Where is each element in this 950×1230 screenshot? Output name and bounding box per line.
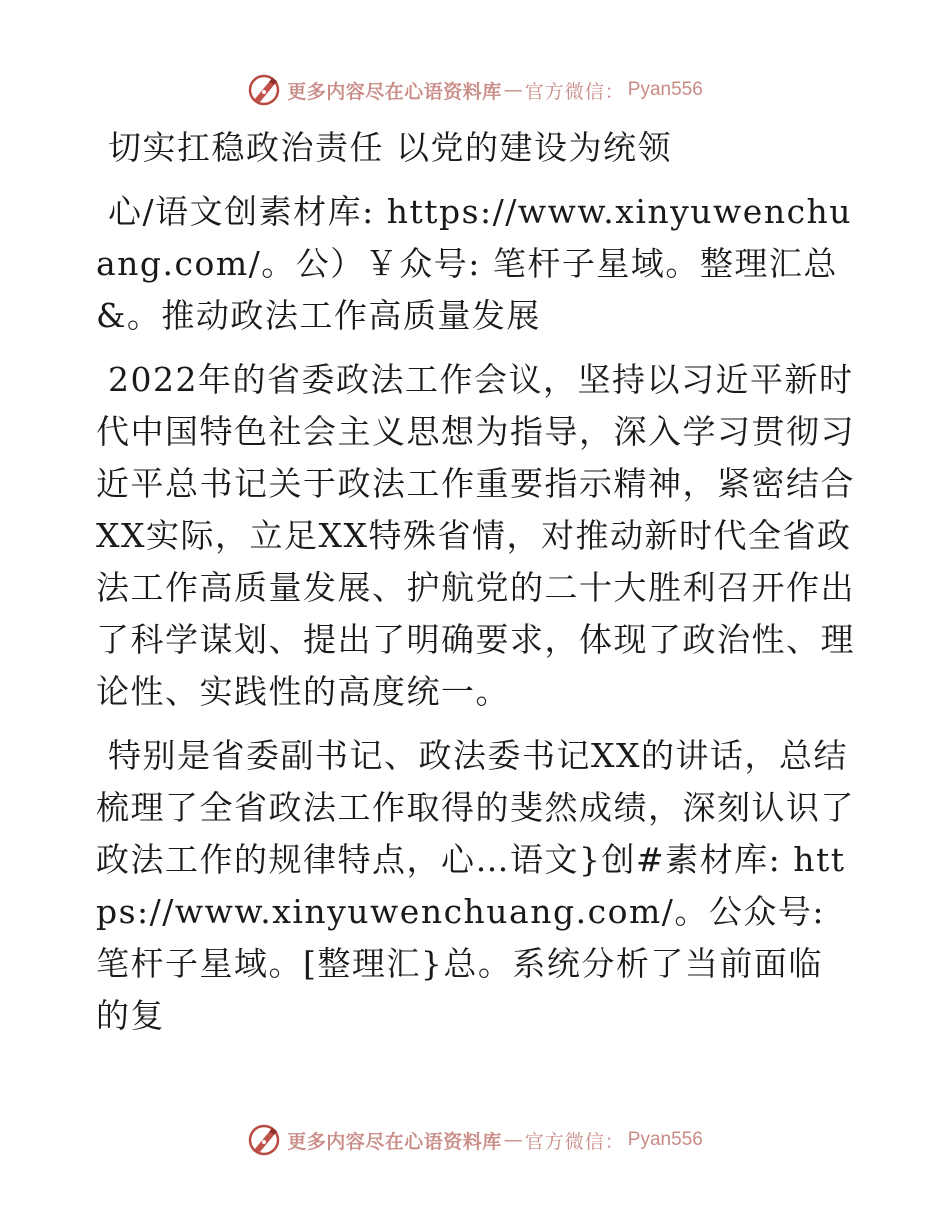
paragraph-speech-summary: 特别是省委副书记、政法委书记XX的讲话，总结梳理了全省政法工作取得的斐然成绩，深刻认识了政法工作的规律特点，心…语文}创#素材库: https://www.xinyuwenchuang.com/。公众号: 笔杆子星域。[整理汇}总。系统分析了当前面临的复 <box>96 736 855 1035</box>
footer-watermark-banner <box>0 1120 950 1160</box>
banner-official-label: 官方微信 <box>524 1130 605 1153</box>
banner-slogan: 更多内容尽在心语资料库 <box>287 80 502 103</box>
pen-nib-logo-icon <box>247 1123 281 1157</box>
header-watermark-banner <box>0 70 950 110</box>
banner-dash: — <box>503 1129 523 1151</box>
banner-dash: — <box>503 79 523 101</box>
banner-wechat-id: Pyan556 <box>627 1129 703 1150</box>
paragraph-source-note: 心/语文创素材库: https://www.xinyuwenchuang.com/。公）￥众号: 笔杆子星域。整理汇总&。推动政法工作高质量发展 <box>96 192 853 335</box>
banner-wechat-id: Pyan556 <box>627 79 703 100</box>
document-title: 切实扛稳政治责任 以党的建设为统领 <box>108 128 672 167</box>
banner-colon: ： <box>604 80 624 103</box>
paragraph-meeting-summary: 2022年的省委政法工作会议，坚持以习近平新时代中国特色社会主义思想为指导，深入学习贯彻习近平总书记关于政法工作重要指示精神，紧密结合XX实际，立足XX特殊省情，对推动新时代全省政法工作高质量发展、护航党的二十大胜利召开作出了科学谋划、提出了明确要求，体现了政治性、理论性、实践性的高度统一。 <box>96 360 855 711</box>
pen-nib-logo-icon <box>247 73 281 107</box>
banner-slogan: 更多内容尽在心语资料库 <box>287 1130 502 1153</box>
banner-official-label: 官方微信 <box>524 80 605 103</box>
banner-colon: ： <box>604 1130 624 1153</box>
document-body <box>96 122 856 1054</box>
